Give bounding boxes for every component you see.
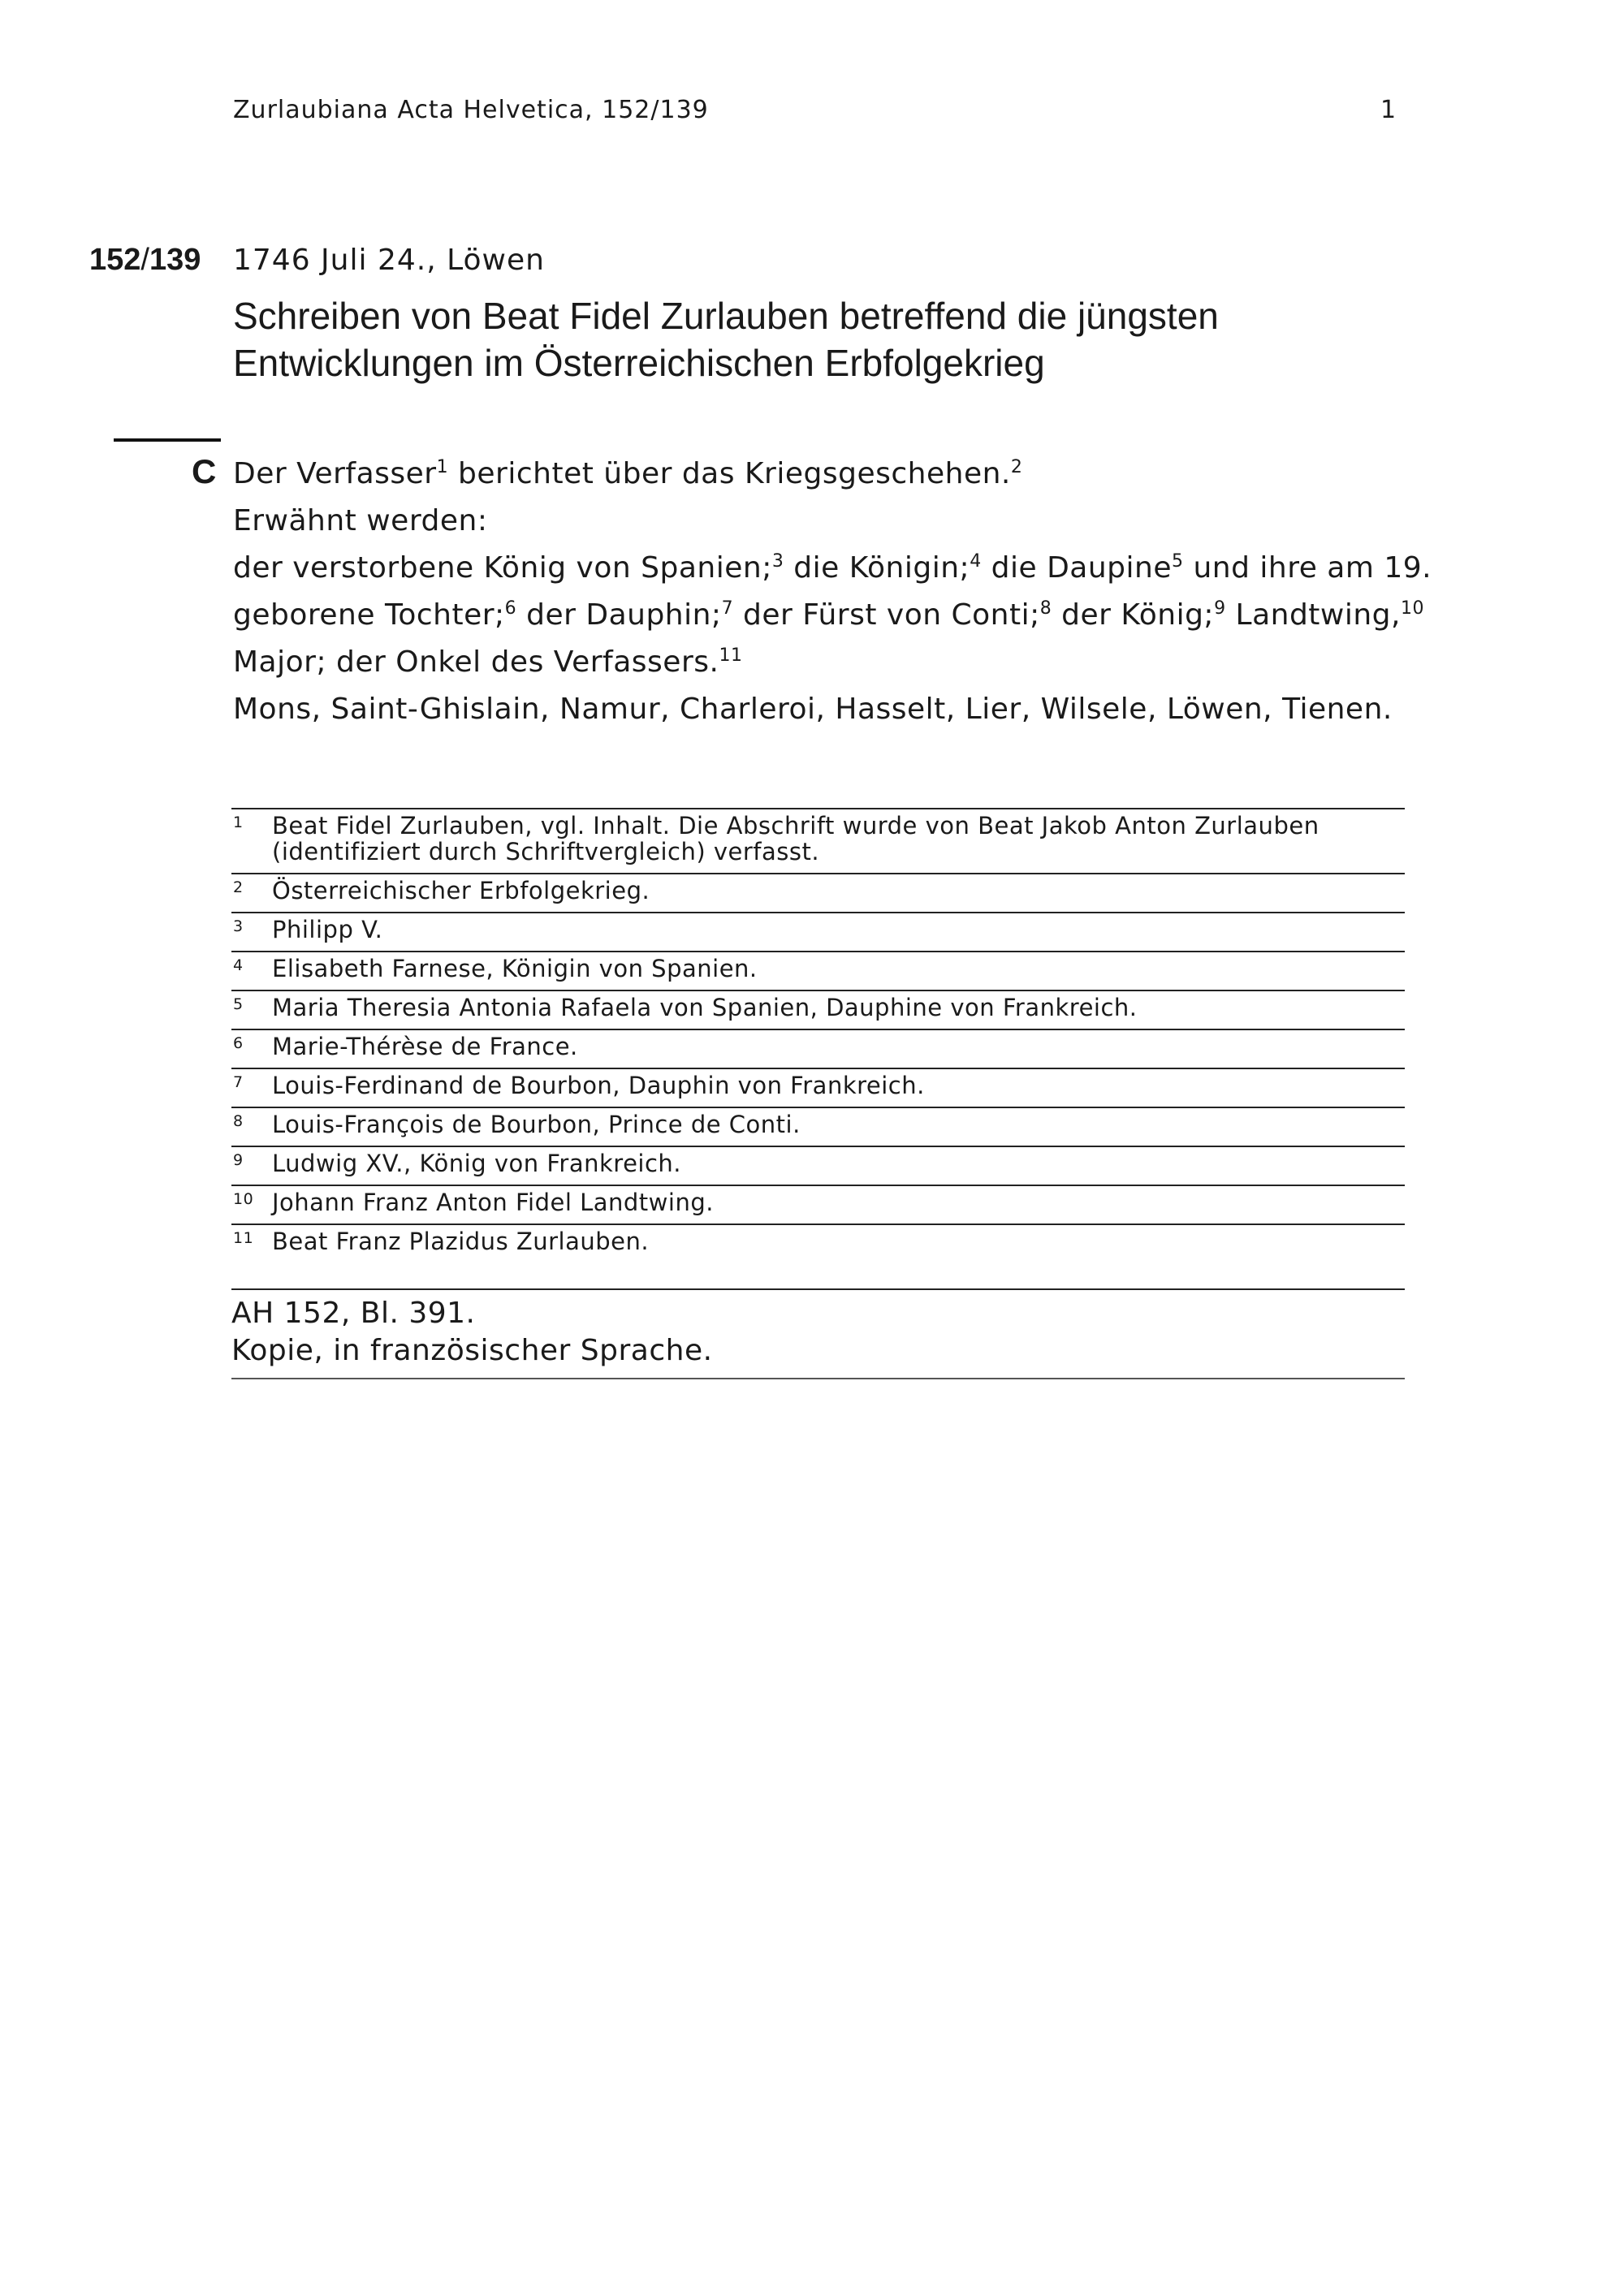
footnote-text: Maria Theresia Antonia Rafaela von Spanien, Dauphine von Frankreich. <box>272 994 1138 1021</box>
summary-line: Der Verfasser$^1$ berichtet über das Kriegsgeschehen.$^2$ <box>233 457 1023 490</box>
footnote-number: 11 <box>233 1229 254 1247</box>
footnote-number: 5 <box>233 995 244 1013</box>
running-header-title: Zurlaubiana Acta Helvetica, 152/139 <box>233 96 709 124</box>
document-date-place: 1746 Juli 24., Löwen <box>233 244 545 277</box>
footnote-number: 2 <box>233 878 244 896</box>
footnote-text: Elisabeth Farnese, Königin von Spanien. <box>272 955 758 982</box>
footnote-text: Johann Franz Anton Fidel Landtwing. <box>272 1189 714 1216</box>
document-title-line: Schreiben von Beat Fidel Zurlauben betreffend die jüngsten <box>233 295 1219 337</box>
footnote-text: Louis-François de Bourbon, Prince de Conti. <box>272 1111 801 1138</box>
footnote-ref[interactable]: 6 <box>504 598 517 619</box>
footnote-ref[interactable]: 2 <box>1010 457 1023 477</box>
footnote <box>231 1029 1405 1068</box>
footnote-number: 9 <box>233 1151 244 1169</box>
summary-line: der verstorbene König von Spanien;$^3$ die Königin;$^4$ die Daupine$^5$ und ihre am 19. <box>233 551 1432 585</box>
footnote-number: 4 <box>233 956 244 974</box>
footnote-text: Ludwig XV., König von Frankreich. <box>272 1150 682 1177</box>
footnote-ref[interactable]: 5 <box>1172 551 1184 572</box>
footnote-ref[interactable]: 8 <box>1039 598 1052 619</box>
summary-line: geborene Tochter;$^6$ der Dauphin;$^7$ der Fürst von Conti;$^8$ der König;$^9$ Landtwing,$^{10}$ <box>233 598 1424 632</box>
document-summary <box>233 451 1432 733</box>
section-rule <box>114 438 221 442</box>
footnote-number: 3 <box>233 917 244 935</box>
mentioned-heading: Erwähnt werden: <box>233 504 488 537</box>
footnote-number: 1 <box>233 814 244 831</box>
document-number <box>89 243 201 278</box>
footnote-number: 8 <box>233 1112 244 1130</box>
footnote-ref[interactable]: 1 <box>436 457 449 477</box>
footnote-text: Beat Franz Plazidus Zurlauben. <box>272 1228 650 1255</box>
footnote-ref[interactable]: 9 <box>1214 598 1226 619</box>
footnote-number: 10 <box>233 1190 254 1208</box>
footnote <box>231 990 1405 1029</box>
page-number: 1 <box>1380 96 1397 124</box>
footnote-number: 7 <box>233 1073 244 1091</box>
document-number-volume: 152 <box>89 243 141 277</box>
footnote <box>231 1185 1405 1224</box>
footnote-ref[interactable]: 10 <box>1400 598 1424 619</box>
footnote-ref[interactable]: 11 <box>719 645 743 666</box>
content-marker: C <box>192 452 217 490</box>
footnote-ref[interactable]: 3 <box>771 551 784 572</box>
footnotes-list <box>231 808 1405 1262</box>
document-number-separator: / <box>140 243 149 277</box>
footnote <box>231 808 1405 873</box>
footnote <box>231 1068 1405 1107</box>
archive-signature: AH 152, Bl. 391. <box>231 1297 476 1330</box>
summary-line: Major; der Onkel des Verfassers.$^{11}$ <box>233 645 743 679</box>
footnote-text: Philipp V. <box>272 916 383 943</box>
footnote <box>231 1107 1405 1146</box>
footnote-text: (identifiziert durch Schriftvergleich) verfasst. <box>272 838 820 865</box>
copy-description: Kopie, in französischer Sprache. <box>231 1334 713 1367</box>
footnote <box>231 1146 1405 1185</box>
footnote <box>231 1224 1405 1262</box>
document-title <box>233 292 1386 386</box>
footnote-text: Louis-Ferdinand de Bourbon, Dauphin von Frankreich. <box>272 1072 925 1099</box>
footnote-text: Beat Fidel Zurlauben, vgl. Inhalt. Die Abschrift wurde von Beat Jakob Anton Zurlauben <box>272 812 1320 839</box>
footnote-text: Marie-Thérèse de France. <box>272 1033 578 1060</box>
footnote <box>231 912 1405 951</box>
document-title-line: Entwicklungen im Österreichischen Erbfolgekrieg <box>233 342 1045 384</box>
footnote-ref[interactable]: 4 <box>970 551 982 572</box>
footnote-text: Österreichischer Erbfolgekrieg. <box>272 877 650 904</box>
source-block <box>231 1288 1405 1379</box>
footnote <box>231 951 1405 990</box>
footnote-number: 6 <box>233 1034 244 1052</box>
footnote <box>231 873 1405 912</box>
places-line: Mons, Saint-Ghislain, Namur, Charleroi, Hasselt, Lier, Wilsele, Löwen, Tienen. <box>233 693 1393 726</box>
document-number-item: 139 <box>149 243 201 277</box>
footnote-ref[interactable]: 7 <box>721 598 734 619</box>
